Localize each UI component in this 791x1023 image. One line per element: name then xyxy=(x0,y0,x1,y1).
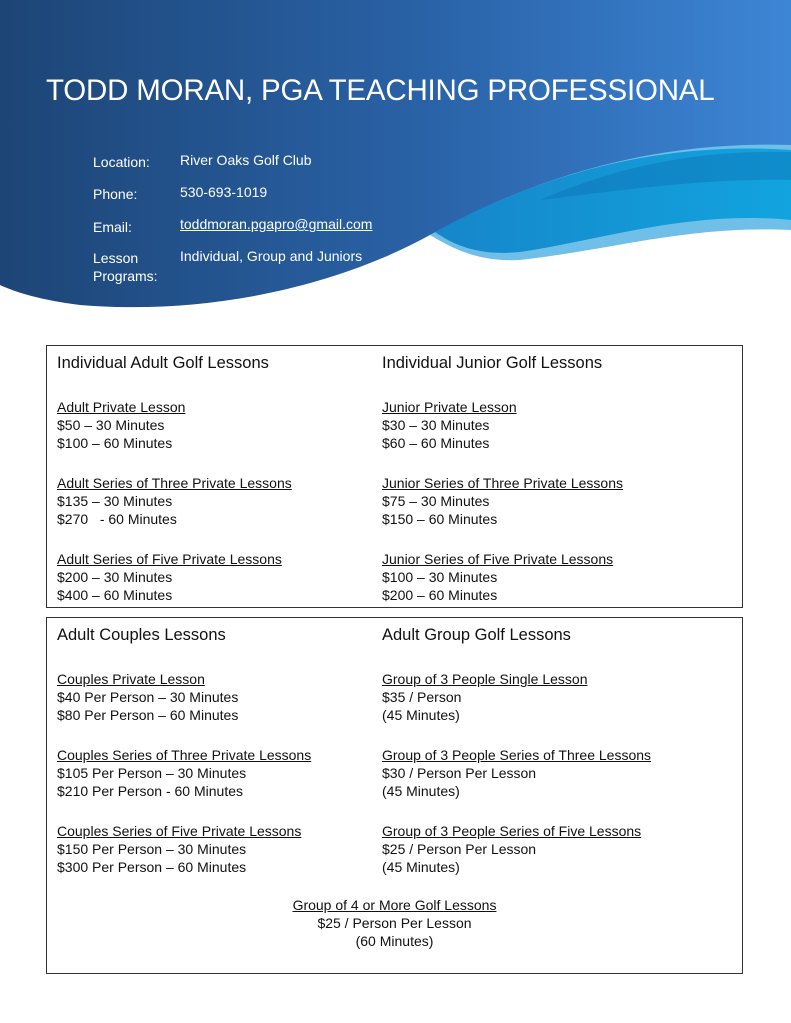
location-value: River Oaks Golf Club xyxy=(180,152,312,168)
section-heading: Individual Adult Golf Lessons xyxy=(57,354,269,372)
price-line: $40 Per Person – 30 Minutes xyxy=(57,689,239,705)
price-line: $400 – 60 Minutes xyxy=(57,587,173,603)
phone-value: 530-693-1019 xyxy=(180,184,268,200)
price-line: $30 – 30 Minutes xyxy=(382,417,490,433)
lesson-item xyxy=(382,822,641,876)
price-line: $200 – 60 Minutes xyxy=(382,587,498,603)
lesson-item xyxy=(382,474,623,528)
price-line: $30 / Person Per Lesson xyxy=(382,765,537,781)
lesson-title: Couples Series of Five Private Lessons xyxy=(57,823,302,839)
lesson-title: Junior Series of Five Private Lessons xyxy=(382,551,614,567)
lesson-title: Adult Series of Three Private Lessons xyxy=(57,475,292,491)
lesson-item xyxy=(57,746,311,800)
lesson-item xyxy=(57,670,238,724)
price-line: $100 – 60 Minutes xyxy=(57,435,173,451)
price-line: (45 Minutes) xyxy=(382,707,460,723)
price-line: $50 – 30 Minutes xyxy=(57,417,165,433)
lesson-title: Group of 3 People Series of Five Lessons xyxy=(382,823,642,839)
price-line: $200 – 30 Minutes xyxy=(57,569,173,585)
location-label: Location: xyxy=(93,154,150,170)
lesson-item xyxy=(57,474,292,528)
lesson-title: Junior Series of Three Private Lessons xyxy=(382,475,623,491)
price-line: $150 Per Person – 30 Minutes xyxy=(57,841,247,857)
section-heading: Adult Group Golf Lessons xyxy=(382,626,571,644)
lesson-title: Adult Private Lesson xyxy=(57,399,186,415)
lesson-item xyxy=(57,550,282,604)
lesson-title: Couples Series of Three Private Lessons xyxy=(57,747,312,763)
phone-label: Phone: xyxy=(93,186,138,202)
price-line: (45 Minutes) xyxy=(382,783,460,799)
price-line: $150 – 60 Minutes xyxy=(382,511,498,527)
lesson-item xyxy=(382,550,613,604)
price-line: (45 Minutes) xyxy=(382,859,460,875)
individual-lessons-box xyxy=(46,345,743,608)
lesson-programs-label: Lesson Programs: xyxy=(93,250,158,284)
lesson-title: Group of 3 People Series of Three Lessons xyxy=(382,747,652,763)
lesson-title: Couples Private Lesson xyxy=(57,671,205,687)
couples-group-lessons-box xyxy=(46,617,743,974)
price-line: $210 Per Person - 60 Minutes xyxy=(57,783,243,799)
price-line: $25 / Person Per Lesson xyxy=(317,915,472,931)
lesson-title: Group of 3 People Single Lesson xyxy=(382,671,588,687)
lesson-item xyxy=(57,398,185,452)
price-line: $105 Per Person – 30 Minutes xyxy=(57,765,247,781)
price-line: $80 Per Person – 60 Minutes xyxy=(57,707,239,723)
price-line: $60 – 60 Minutes xyxy=(382,435,490,451)
group-of-four-lesson xyxy=(47,896,742,950)
lesson-title: Junior Private Lesson xyxy=(382,399,517,415)
section-heading: Adult Couples Lessons xyxy=(57,626,226,644)
lesson-title: Adult Series of Five Private Lessons xyxy=(57,551,282,567)
price-line: $135 – 30 Minutes xyxy=(57,493,173,509)
price-line: $75 – 30 Minutes xyxy=(382,493,490,509)
lesson-item xyxy=(57,822,301,876)
lesson-item xyxy=(382,746,651,800)
section-heading: Individual Junior Golf Lessons xyxy=(382,354,603,372)
price-line: $100 – 30 Minutes xyxy=(382,569,498,585)
price-line: (60 Minutes) xyxy=(355,933,434,949)
price-line: $35 / Person xyxy=(382,689,462,705)
page-title: TODD MORAN, PGA TEACHING PROFESSIONAL xyxy=(46,74,715,107)
price-line: $300 Per Person – 60 Minutes xyxy=(57,859,247,875)
price-line: $270 - 60 Minutes xyxy=(57,511,177,527)
lesson-programs-value: Individual, Group and Juniors xyxy=(180,248,363,264)
price-line: $25 / Person Per Lesson xyxy=(382,841,537,857)
lesson-title: Group of 4 or More Golf Lessons xyxy=(292,897,497,913)
lesson-item xyxy=(382,398,517,452)
lesson-item xyxy=(382,670,587,724)
email-label: Email: xyxy=(93,219,132,235)
email-link[interactable]: toddmoran.pgapro@gmail.com xyxy=(180,216,373,232)
